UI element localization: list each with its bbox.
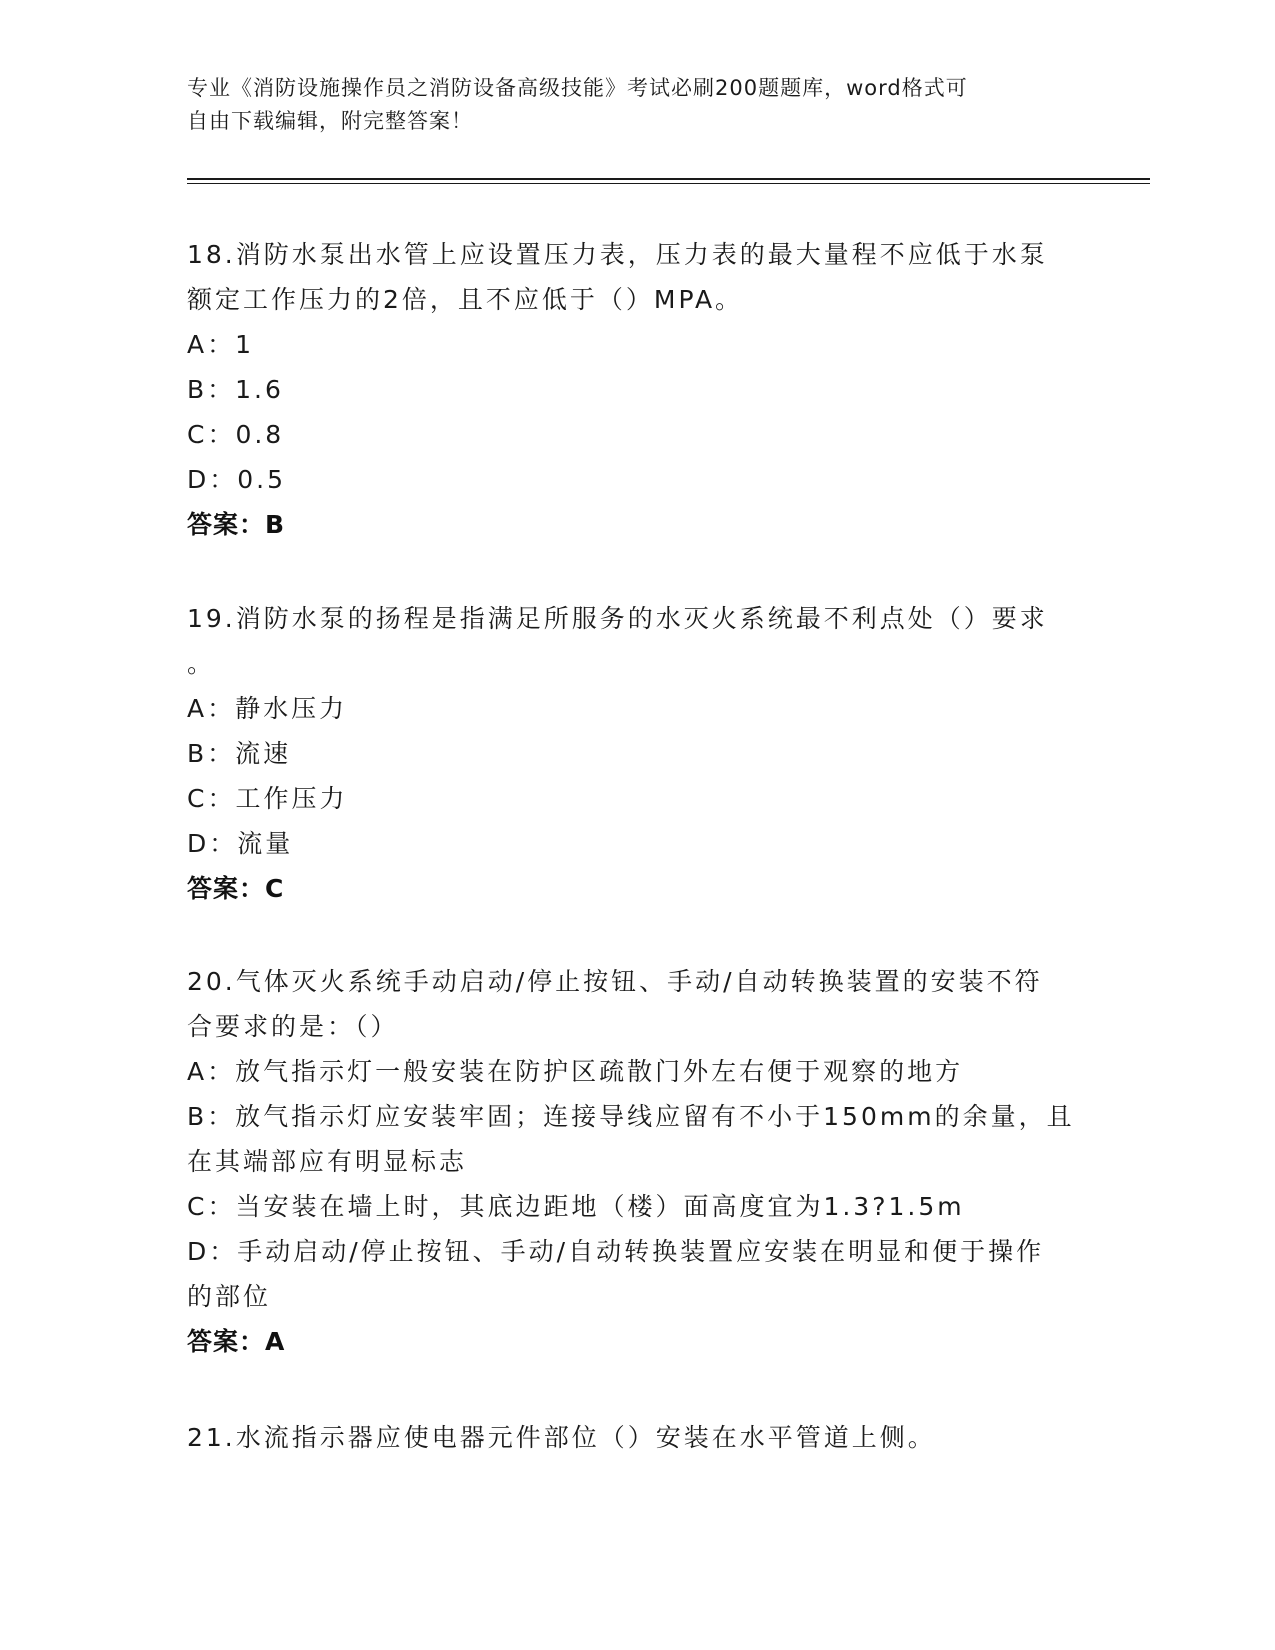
option-d: D：流量 <box>187 829 294 858</box>
option-c: C：0.8 <box>187 420 285 449</box>
option-c: C：工作压力 <box>187 784 348 813</box>
question-text: 20.气体灭火系统手动启动/停止按钮、手动/自动转换装置的安装不符 <box>187 967 1043 996</box>
question-20 <box>187 959 1075 1364</box>
question-19 <box>187 596 1067 911</box>
question-text: 。 <box>187 649 216 678</box>
document-header <box>187 72 1067 138</box>
question-text: 21.水流指示器应使电器元件部位（）安装在水平管道上侧。 <box>187 1423 936 1452</box>
answer-label: 答案：B <box>187 510 286 539</box>
header-line: 自由下载编辑，附完整答案！ <box>187 109 473 133</box>
question-text: 19.消防水泵的扬程是指满足所服务的水灭火系统最不利点处（）要求 <box>187 604 1048 633</box>
option-b: B：1.6 <box>187 375 284 404</box>
question-18 <box>187 232 1067 547</box>
option-d: D：手动启动/停止按钮、手动/自动转换装置应安装在明显和便于操作 <box>187 1237 1045 1266</box>
option-b: B：流速 <box>187 739 292 768</box>
answer-label: 答案：C <box>187 874 285 903</box>
question-text: 额定工作压力的2倍，且不应低于（）MPA。 <box>187 285 744 314</box>
header-line: 专业《消防设施操作员之消防设备高级技能》考试必刷200题题库，word格式可 <box>187 76 968 100</box>
question-text: 18.消防水泵出水管上应设置压力表，压力表的最大量程不应低于水泵 <box>187 240 1048 269</box>
option-d: D：0.5 <box>187 465 287 494</box>
option-a: A：静水压力 <box>187 694 348 723</box>
answer-label: 答案：A <box>187 1327 286 1356</box>
option-a: A：1 <box>187 330 255 359</box>
option-c: C：当安装在墙上时，其底边距地（楼）面高度宜为1.3?1.5m <box>187 1192 965 1221</box>
question-text: 合要求的是：（） <box>187 1012 399 1041</box>
option-b-continued: 在其端部应有明显标志 <box>187 1147 468 1176</box>
option-b: B：放气指示灯应安装牢固；连接导线应留有不小于150mm的余量，且 <box>187 1102 1075 1131</box>
question-21 <box>187 1415 1067 1460</box>
header-divider-thin <box>187 183 1150 184</box>
header-divider <box>187 178 1150 180</box>
option-d-continued: 的部位 <box>187 1282 272 1311</box>
option-a: A：放气指示灯一般安装在防护区疏散门外左右便于观察的地方 <box>187 1057 964 1086</box>
